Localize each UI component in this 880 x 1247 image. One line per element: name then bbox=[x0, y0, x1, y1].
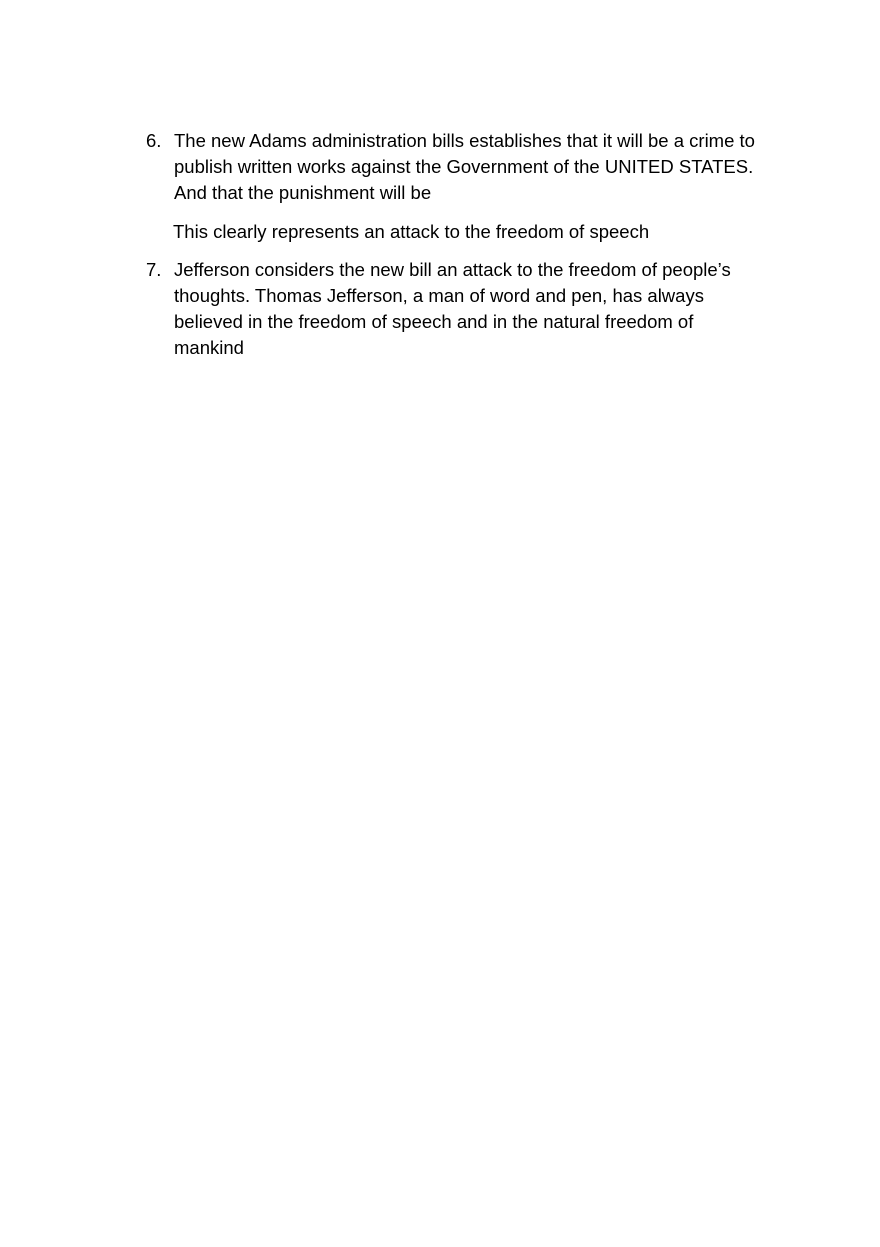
indented-note: This clearly represents an attack to the freedom of speech bbox=[173, 221, 650, 242]
document-body bbox=[146, 128, 756, 361]
list-number: 6. bbox=[146, 130, 162, 151]
list-item-text: Jefferson considers the new bill an attack to the freedom of people’s thoughts. Thomas Jefferson, a man of word and pen, has always believed in the freedom of speech and in the natural freedom of mankind bbox=[174, 259, 731, 358]
list-number: 7. bbox=[146, 259, 162, 280]
list-item-text: The new Adams administration bills establishes that it will be a crime to publish written works against the Government of the UNITED STATES. And that the punishment will be bbox=[174, 130, 755, 203]
list-item-7 bbox=[146, 257, 756, 361]
list-item-6 bbox=[146, 128, 756, 206]
